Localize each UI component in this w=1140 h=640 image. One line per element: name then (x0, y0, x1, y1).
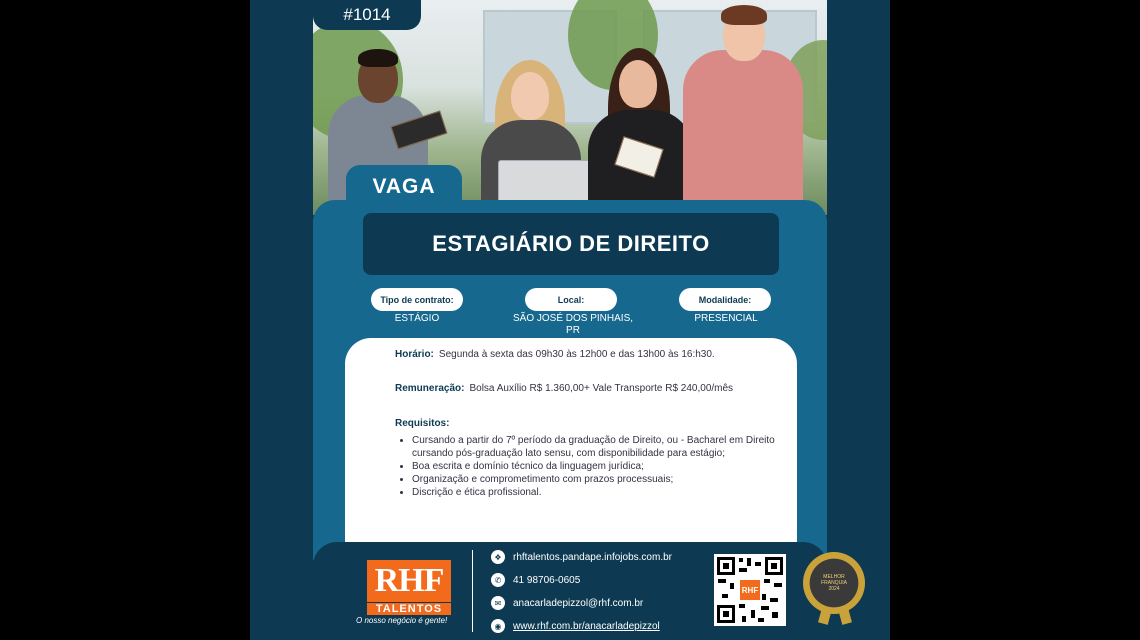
schedule-label: Horário: (395, 349, 434, 360)
globe-icon: ◉ (491, 619, 505, 633)
divider (472, 550, 473, 632)
rhf-talentos-logo: RHF TALENTOS (367, 560, 451, 614)
schedule-line (395, 349, 715, 360)
salary-value: Bolsa Auxílio R$ 1.360,00+ Vale Transporte R$ 240,00/mês (469, 383, 734, 394)
details-box (345, 338, 797, 560)
requirements-list (400, 434, 802, 499)
slogan: O nosso negócio é gente! (356, 616, 448, 625)
contract-type-label: Tipo de contrato: (371, 288, 463, 311)
job-title: ESTAGIÁRIO DE DIREITO (363, 213, 779, 275)
svg-text:RHF: RHF (741, 586, 759, 595)
contact-email[interactable]: ✉ anacarladepizzol@rhf.com.br (491, 596, 643, 610)
award-seal: MELHOR FRANQUIA 2024 (803, 552, 865, 614)
mail-icon: ✉ (491, 596, 505, 610)
whatsapp-icon: ✆ (491, 573, 505, 587)
contact-whatsapp[interactable]: ✆ 41 98706-0605 (491, 573, 580, 587)
list-item: • Cursando a partir do 7º período da graduação de Direito, ou - Bacharel em Direito cursando pós-graduação lato sensu, com disponibilidade para estágio; (412, 434, 802, 460)
location-label: Local: (525, 288, 617, 311)
modality-label: Modalidade: (679, 288, 771, 311)
salary-line (395, 383, 733, 394)
qr-code[interactable] (714, 554, 786, 626)
schedule-value: Segunda à sexta das 09h30 às 12h00 e das 13h00 às 16:h30. (438, 349, 715, 360)
salary-label: Remuneração: (395, 383, 465, 394)
list-item: • Boa escrita e domínio técnico da linguagem jurídica; (412, 460, 802, 473)
location-value: SÃO JOSÉ DOS PINHAIS, PR (512, 313, 634, 336)
list-item: • Discrição e ética profissional. (412, 486, 802, 499)
contact-jobs-site[interactable]: ❖ rhftalentos.pandape.infojobs.com.br (491, 550, 672, 564)
paw-icon: ❖ (491, 550, 505, 564)
modality-value: PRESENCIAL (694, 313, 758, 324)
job-poster (250, 0, 890, 640)
requirements-title: Requisitos: (395, 418, 450, 429)
list-item: • Organização e comprometimento com prazos processuais; (412, 473, 802, 486)
vaga-tab: VAGA (346, 165, 462, 209)
contract-type-value: ESTÁGIO (394, 313, 440, 324)
website-link[interactable]: www.rhf.com.br/anacarladepizzol (513, 620, 660, 632)
contact-website[interactable] (491, 619, 660, 633)
job-id-badge: #1014 (313, 0, 421, 30)
footer (313, 542, 847, 640)
